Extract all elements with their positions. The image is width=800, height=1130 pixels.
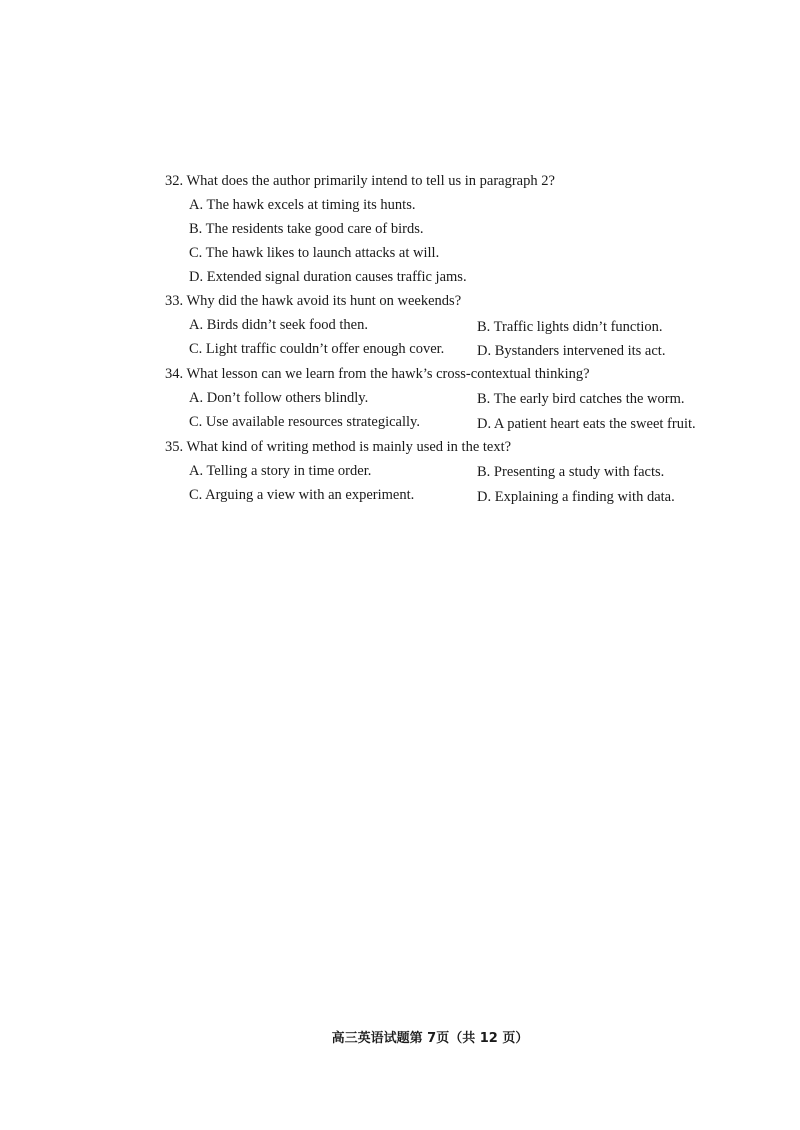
question-32-option-d: D. Extended signal duration causes traffic jams. [189, 269, 467, 285]
question-35-stem: 35. What kind of writing method is mainly used in the text? [165, 439, 512, 455]
question-33-option-b: B. Traffic lights didn’t function. [477, 319, 663, 335]
question-33-option-a: A. Birds didn’t seek food then. [189, 317, 368, 333]
question-34-option-a: A. Don’t follow others blindly. [189, 390, 369, 406]
question-35-option-d: D. Explaining a finding with data. [477, 489, 675, 505]
page-footer: 高三英语试题第 7页（共 12 页） [331, 1031, 529, 1046]
question-35-option-b: B. Presenting a study with facts. [477, 464, 665, 480]
question-32-option-c: C. The hawk likes to launch attacks at will. [189, 245, 440, 261]
question-32-stem: 32. What does the author primarily intend to tell us in paragraph 2? [165, 173, 555, 189]
question-35-option-c: C. Arguing a view with an experiment. [189, 487, 415, 503]
question-32-option-a: A. The hawk excels at timing its hunts. [189, 197, 416, 213]
question-33-option-d: D. Bystanders intervened its act. [477, 343, 666, 359]
question-32-option-b: B. The residents take good care of birds. [189, 221, 424, 237]
question-34-option-b: B. The early bird catches the worm. [477, 391, 685, 407]
question-35-option-a: A. Telling a story in time order. [189, 463, 372, 479]
question-34-stem: 34. What lesson can we learn from the hawk’s cross-contextual thinking? [165, 366, 590, 382]
question-34-option-d: D. A patient heart eats the sweet fruit. [477, 416, 696, 432]
question-33-option-c: C. Light traffic couldn’t offer enough cover. [189, 341, 445, 357]
question-33-stem: 33. Why did the hawk avoid its hunt on weekends? [165, 293, 462, 309]
question-34-option-c: C. Use available resources strategically. [189, 414, 420, 430]
